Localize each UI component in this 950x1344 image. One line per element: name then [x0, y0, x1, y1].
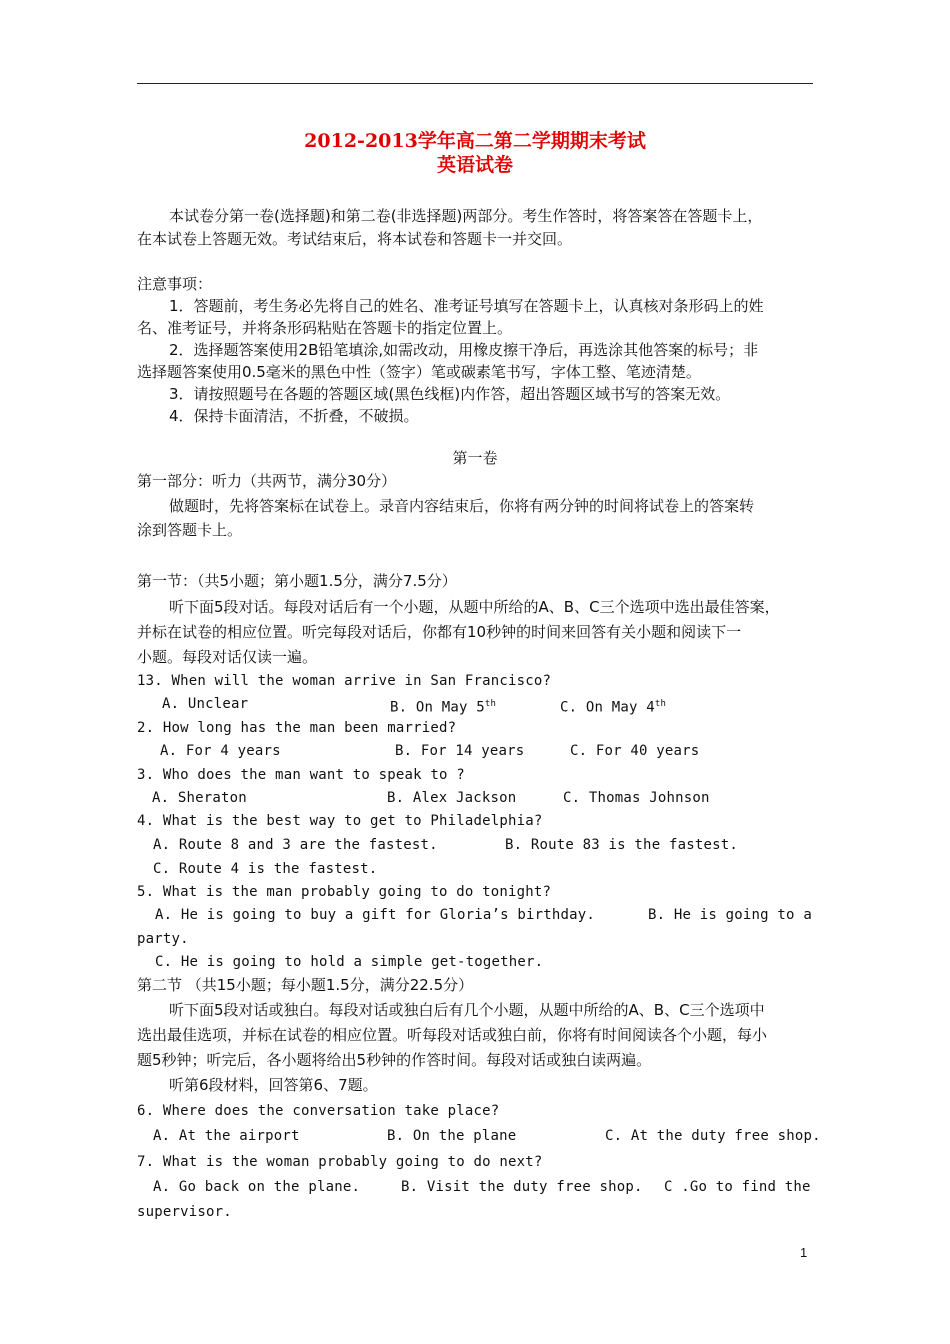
- q6-option-b: B. On the plane: [387, 1128, 517, 1144]
- section1-heading: 第一节：（共5小题；第小题1.5分，满分7.5分）: [137, 572, 457, 590]
- q2-option-c: C. For 40 years: [570, 743, 700, 759]
- volume-heading: 第一卷: [452, 449, 498, 467]
- section2-instr-c: 题5秒钟；听完后，各小题将给出5秒钟的作答时间。每段对话或独白读两遍。: [137, 1051, 652, 1069]
- q6-option-a: A. At the airport: [153, 1128, 300, 1144]
- exam-title: 2012-2013学年高二第二学期期末考试: [304, 130, 646, 152]
- section2-instr-a: 听下面5段对话或独白。每段对话或独白后有几个小题，从题中所给的A、B、C三个选项中: [169, 1001, 765, 1019]
- q4-stem: 4. What is the best way to get to Philadelphia?: [137, 813, 543, 829]
- exam-subtitle: 英语试卷: [436, 154, 513, 176]
- q2-option-a: A. For 4 years: [160, 743, 281, 759]
- notice-item-1a: 1．答题前，考生务必先将自己的姓名、准考证号填写在答题卡上，认真核对条形码上的姓: [169, 297, 764, 315]
- notice-item-2b: 选择题答案使用0.5毫米的黑色中性（签字）笔或碳素笔书写，字体工整、笔迹清楚。: [137, 363, 701, 381]
- notice-item-2a: 2．选择题答案使用2B铅笔填涂,如需改动，用橡皮擦干净后，再选涂其他答案的标号；非: [169, 341, 759, 359]
- q3-option-a: A. Sheraton: [152, 790, 247, 806]
- q13-option-a: A. Unclear: [162, 696, 249, 712]
- q3-option-c: C. Thomas Johnson: [563, 790, 710, 806]
- section1-instr-a: 听下面5段对话。每段对话后有一个小题，从题中所给的A、B、C三个选项中选出最佳答案，: [169, 598, 780, 616]
- section2-heading: 第二节 （共15小题；每小题1.5分，满分22.5分）: [137, 976, 474, 994]
- q2-stem: 2. How long has the man been married?: [137, 720, 457, 736]
- q13-option-c-sup: th: [654, 699, 667, 709]
- part1-instr-b: 涂到答题卡上。: [137, 521, 243, 539]
- q3-stem: 3. Who does the man want to speak to ?: [137, 767, 465, 783]
- q13-option-c-text: C. On May 4: [560, 699, 655, 716]
- material-6-note: 听第6段材料，回答第6、7题。: [169, 1076, 378, 1094]
- q7-option-a: A. Go back on the plane.: [153, 1179, 361, 1195]
- q4-option-c: C. Route 4 is the fastest.: [153, 861, 378, 877]
- q13-stem: 13. When will the woman arrive in San Francisco?: [137, 673, 552, 689]
- part1-heading: 第一部分：听力（共两节，满分30分）: [137, 472, 397, 490]
- intro-line-1: 本试卷分第一卷(选择题)和第二卷(非选择题)两部分。考生作答时，将答案答在答题卡上，: [169, 207, 763, 225]
- q7-stem: 7. What is the woman probably going to do next?: [137, 1154, 543, 1170]
- notice-item-3: 3．请按照题号在各题的答题区域(黑色线框)内作答，超出答题区域书写的答案无效。: [169, 385, 731, 403]
- q7-option-b: B. Visit the duty free shop.: [401, 1179, 643, 1195]
- notice-heading: 注意事项：: [137, 275, 213, 293]
- q4-option-b: B. Route 83 is the fastest.: [505, 837, 738, 853]
- q13-option-b-sup: th: [484, 699, 497, 709]
- q7-option-c-cont: supervisor.: [137, 1204, 232, 1220]
- section1-instr-c: 小题。每段对话仅读一遍。: [137, 648, 318, 666]
- q5-option-c: C. He is going to hold a simple get-together.: [155, 954, 544, 970]
- section1-instr-b: 并标在试卷的相应位置。听完每段对话后，你都有10秒钟的时间来回答有关小题和阅读下一: [137, 623, 742, 641]
- q13-option-c: [560, 693, 666, 719]
- q5-option-b-cont: party.: [137, 931, 189, 947]
- q13-option-b-text: B. On May 5: [390, 699, 485, 716]
- part1-instr-a: 做题时，先将答案标在试卷上。录音内容结束后，你将有两分钟的时间将试卷上的答案转: [169, 497, 755, 515]
- intro-line-2: 在本试卷上答题无效。考试结束后，将本试卷和答题卡一并交回。: [137, 230, 573, 248]
- q5-option-b: B. He is going to a: [648, 907, 812, 923]
- section2-instr-b: 选出最佳选项，并标在试卷的相应位置。听每段对话或独白前，你将有时间阅读各个小题，每小: [137, 1026, 768, 1044]
- q6-option-c: C. At the duty free shop.: [605, 1128, 821, 1144]
- q2-option-b: B. For 14 years: [395, 743, 525, 759]
- header-rule: [137, 83, 813, 84]
- q6-stem: 6. Where does the conversation take place?: [137, 1103, 500, 1119]
- q3-option-b: B. Alex Jackson: [387, 790, 517, 806]
- page-number: 1: [800, 1245, 808, 1260]
- q13-option-b: [390, 693, 496, 719]
- q7-option-c: C .Go to find the: [664, 1179, 811, 1195]
- q4-option-a: A. Route 8 and 3 are the fastest.: [153, 837, 438, 853]
- notice-item-1b: 名、准考证号，并将条形码粘贴在答题卡的指定位置上。: [137, 319, 513, 337]
- q5-option-a: A. He is going to buy a gift for Gloria’s birthday.: [155, 907, 596, 923]
- notice-item-4: 4．保持卡面清洁，不折叠，不破损。: [169, 407, 419, 425]
- q5-stem: 5. What is the man probably going to do tonight?: [137, 884, 552, 900]
